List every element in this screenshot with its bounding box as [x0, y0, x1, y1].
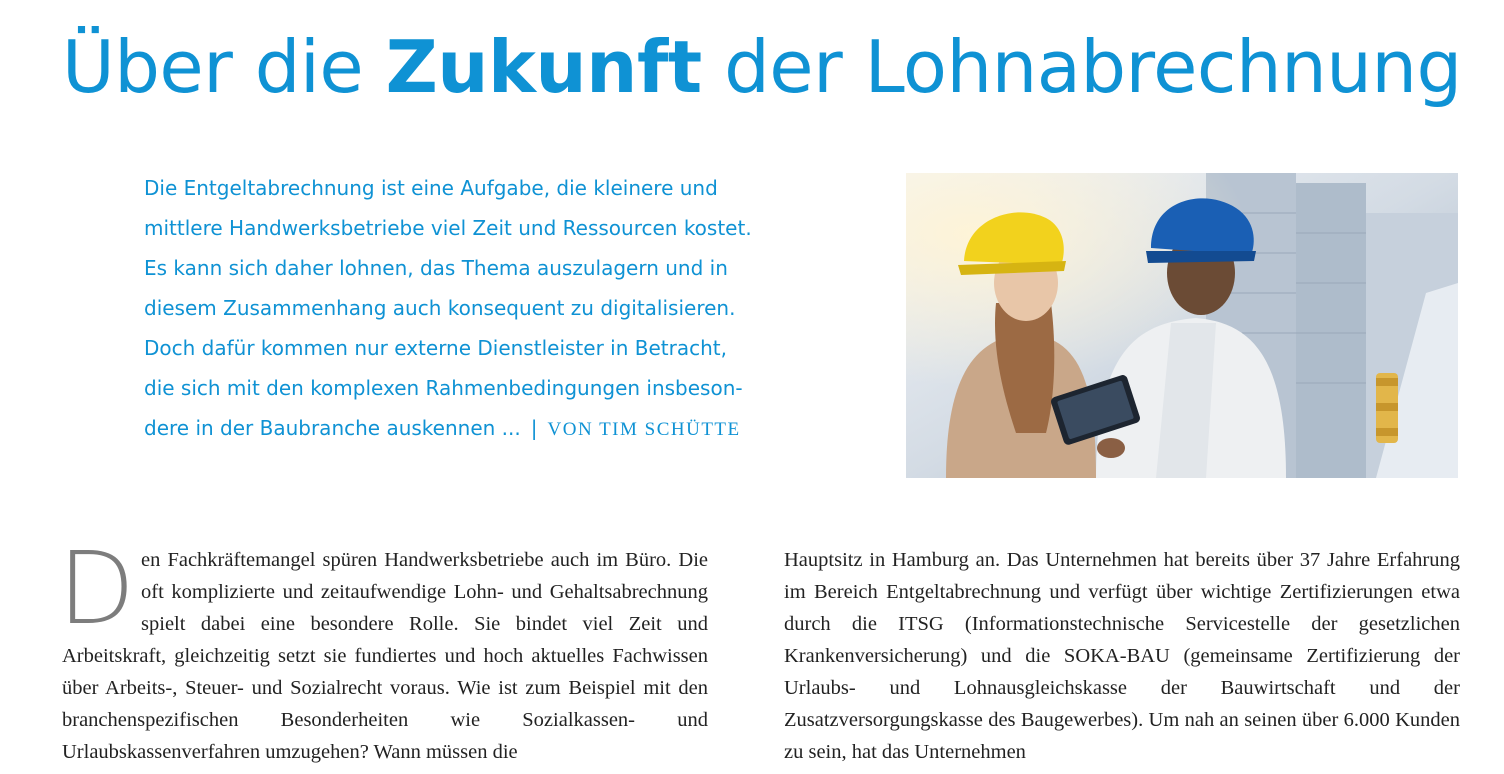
article-column-right [784, 544, 1460, 768]
title-part-regular: Über die [62, 25, 386, 109]
body-text-left: en Fachkräftemangel spüren Handwerksbetriebe auch im Büro. Die oft komplizierte und zeitaufwendige Lohn- und Gehaltsabrechnung spielt dabei eine besondere Rolle. Sie bindet viel Zeit und Arbeitskraft, gleichzeitig setzt sie fundiertes und hoch aktuelles Fachwissen über Arbeits-, Steuer- und Sozialrecht voraus. Wie ist zum Beispiel mit den branchenspezifischen Besonderheiten wie Sozialkassen- und Urlaubskassenverfahren umzugehen? Wann müssen die [62, 549, 708, 763]
drop-cap: D [58, 530, 136, 647]
author-byline: VON TIM SCHÜTTE [547, 419, 741, 440]
lead-text: Die Entgeltabrechnung ist eine Aufgabe, die kleinere und mittlere Handwerksbetriebe viel Zeit und Ressourcen kostet. Es kann sich daher lohnen, das Thema auszulagern und in diesem Zusammenhang auch konsequent zu digitalisieren. Doch dafür kommen nur externe Dienstleister in Betracht, die sich mit den komplexen Rahmenbedingungen insbeson- dere in der Baubranche auskennen ... [144, 176, 752, 440]
title-part-bold: Zukunft [385, 25, 702, 109]
lead-separator: | [530, 416, 538, 440]
article-column-left [58, 530, 708, 768]
article-title [62, 22, 1462, 112]
article-lead [144, 168, 874, 450]
body-text-right: Hauptsitz in Hamburg an. Das Unternehmen hat bereits über 37 Jahre Erfahrung im Bereich Entgeltabrechnung und verfügt über wichtige Zertifizierungen etwa durch die ITSG (Informationstechnische Servicestelle der gesetzlichen Krankenversicherung) und die SOKA-BAU (gemeinsame Zertifizierung der Urlaubs- und Lohnausgleichskasse der Bauwirtschaft und der Zusatzversorgungskasse des Baugewerbes). Um nah an seinen über 6.000 Kunden zu sein, hat das Unternehmen [784, 549, 1460, 763]
photo-construction-workers [906, 173, 1458, 478]
article-photo [906, 173, 1458, 478]
title-part-regular-end: der Lohnabrechnung [701, 25, 1462, 109]
